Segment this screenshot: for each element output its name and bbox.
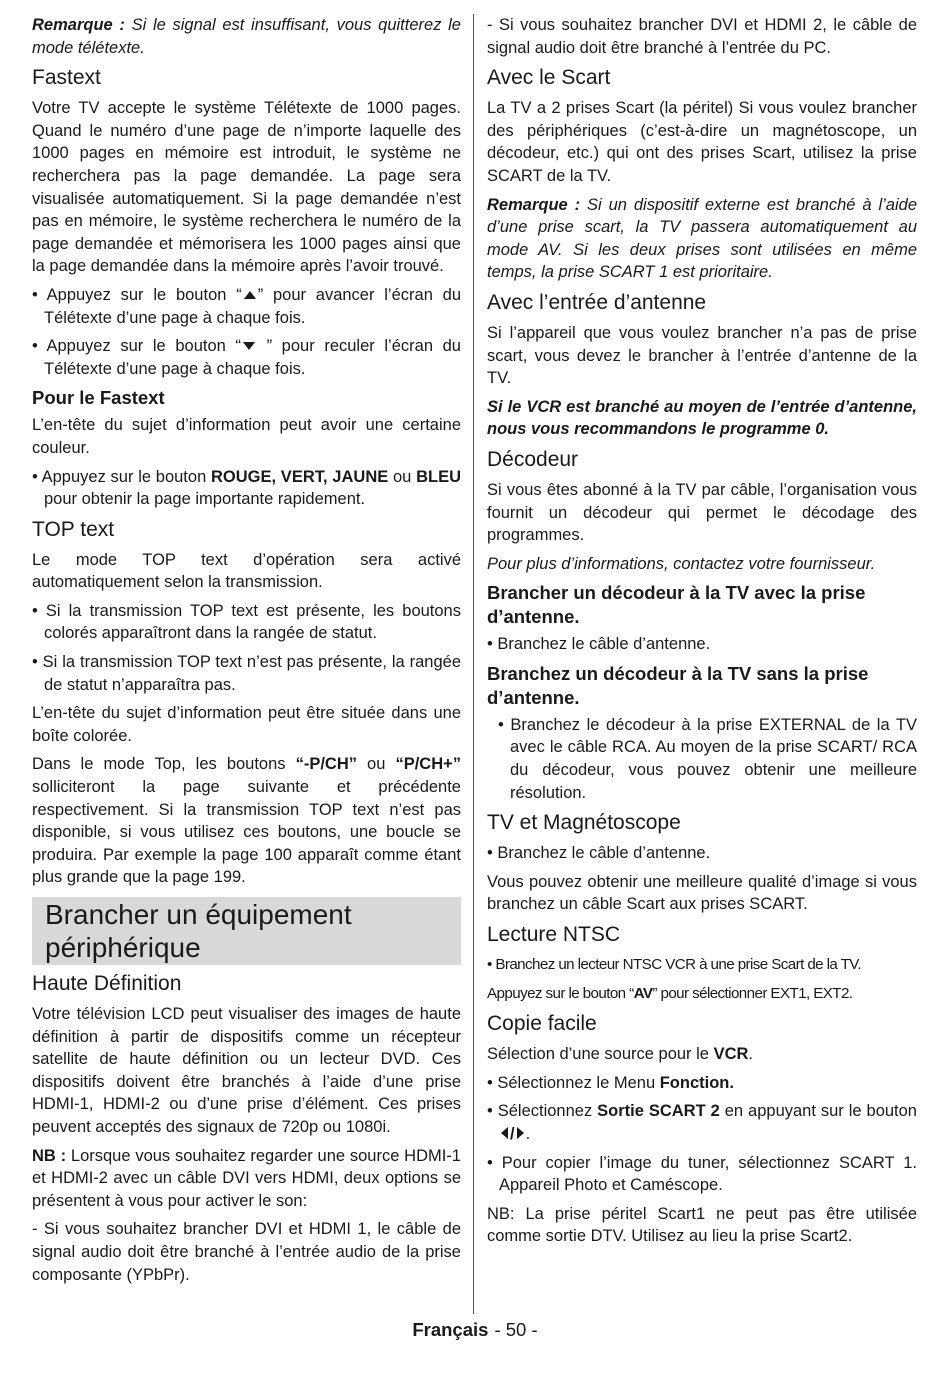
fastext-paragraph: Votre TV accepte le système Télétexte de 1000 pages. Quand le numéro d’une page de n’importe laquelle des 1000 pages en mémoire est introduit, le système ne recherchera pas la page demandée. La page sera visualisée automatiquement. Si la page demandée n’est pas en mémoire, le système recherchera le numéro de la page demandée et mémorisera les 1000 pages ainsi que la page demandée dans la mémoire après l’avoir trouvé. [32,99,461,276]
heading-ntsc: Lecture NTSC [487,923,621,947]
remark-paragraph [32,14,461,59]
heading-antenne: Avec l’entrée d’antenne [487,290,707,314]
bullet-text: ” pour avancer l’écran du Télétexte d’une page à chaque fois. [44,285,461,327]
copy-paragraph-2: NB: La prise péritel Scart1 ne peut pas être utilisée comme sortie DTV. Utilisez au lieu la prise Scart2. [487,1204,917,1246]
heading-decodeur-sans: Branchez un décodeur à la TV sans la prise d’antenne. [487,662,869,708]
slash-text: / [510,1125,515,1143]
paragraph-text: Sélection d’une source pour le [487,1045,714,1064]
heading-fastext: Fastext [32,66,101,90]
antenne-paragraph: Si l’appareil que vous voulez brancher n’a pas de prise scart, vous devez le brancher à l’entrée d’antenne de la TV. [487,323,917,388]
copy-bullet-1 [487,1072,917,1095]
heading-top-text: TOP text [32,517,115,541]
top-bullet-1: • Si la transmission TOP text est présente, les boutons colorés apparaîtront dans la rangée de statut. [32,601,461,643]
paragraph-text: . [748,1045,753,1064]
bold-text: ROUGE, VERT, JAUNE [210,467,389,486]
bullet-text: . [525,1125,531,1143]
paragraph-text: solliciteront la page suivante et précédente respectivement. Si la transmission TOP text n’est pas disponible, si vous utilisez ces boutons, une boucle se produira. Par exemple la page 100 apparaît comme étant plus grande que la page 199. [32,778,461,887]
decodeur-info: Pour plus d’informations, contactez votre fournisseur. [487,554,876,573]
scart-remark [487,194,917,284]
bullet-text: en appuyant sur le bouton [719,1102,917,1121]
remark-label: Remarque : [32,16,125,34]
remark-label: Remarque : [487,195,581,214]
bullet-text: • Appuyez sur le bouton “ [32,285,242,304]
decodeur-bullet-1: • Branchez le câble d’antenne. [487,635,711,654]
bullet-text: pour obtenir la page importante rapidement. [44,490,366,509]
bullet-text: • Appuyez sur le bouton “ [32,337,241,356]
decodeur-bullet-2: • Branchez le décodeur à la prise EXTERNAL de la TV avec le câble RCA. Au moyen de la prise SCART/ RCA du décodeur, vous pouvez obtenir une meilleure résolution. [498,715,917,802]
tv-paragraph: Vous pouvez obtenir une meilleure qualité d’image si vous branchez un câble Scart aux prises SCART. [487,872,917,914]
right-column [487,14,917,1254]
bold-text: Fonction. [659,1073,734,1092]
remark-text: Si un dispositif externe est branché à l’aide d’une prise scart, la TV passera automatiquement au mode AV. Si les deux prises sont utilisées en même temps, la prise SCART 1 est prioritaire. [487,195,917,282]
page-footer [0,1319,950,1341]
copy-bullet-3: • Pour copier l’image du tuner, sélectionnez SCART 1. Appareil Photo et Caméscope. [487,1153,917,1195]
hd-dash-2: - Si vous souhaitez brancher DVI et HDMI 2, le câble de signal audio doit être branché à l’entrée du PC. [487,16,917,57]
bold-text: VCR [713,1045,749,1064]
triangle-right-icon [517,1127,524,1139]
heading-haute-definition: Haute Définition [32,972,182,995]
antenne-note [487,396,917,441]
scart-paragraph: La TV a 2 prises Scart (la péritel) Si vous voulez brancher des périphériques (c’est-à-dire un magnétoscope, un décodeur, etc.) qui ont des prises Scart, utilisez la prise SCART de la TV. [487,99,917,185]
bold-text: “-P/CH” [295,755,357,774]
top-paragraph-1: Le mode TOP text d’opération sera activé automatiquement selon la transmission. [32,550,461,592]
nb-label: NB : [32,1146,67,1165]
copy-paragraph-1 [487,1043,917,1066]
paragraph-text: ou [357,755,396,774]
paragraph-text: Appuyez sur le bouton “ [487,984,634,1002]
pour-paragraph: L’en-tête du sujet d’information peut avoir une certaine couleur. [32,416,461,457]
fastext-bullet-up [32,284,461,329]
top-paragraph-3 [32,753,461,889]
bold-italic-note: Si le VCR est branché au moyen de l’entrée d’antenne, nous vous recommandons le programme 0. [487,397,917,439]
column-divider [473,14,474,1314]
bullet-text: ou [388,467,417,486]
paragraph-text: Lorsque vous souhaitez regarder une source HDMI-1 et HDMI-2 avec un câble DVI vers HDMI, deux options se présentent à vous pour activer le son: [32,1146,461,1210]
heading-copie-facile: Copie facile [487,1012,597,1036]
bold-text: Sortie SCART 2 [597,1102,720,1121]
heading-decodeur: Décodeur [487,447,579,471]
page-number: - 50 - [494,1319,538,1340]
paragraph-text: Dans le mode Top, les boutons [32,755,296,774]
heading-decodeur-avec: Brancher un décodeur à la TV avec la prise d’antenne. [487,582,866,628]
ntsc-paragraph [487,983,917,1006]
remark-text: Si le signal est insuffisant, vous quitterez le mode télétexte. [32,16,461,57]
heading-scart: Avec le Scart [487,66,611,90]
section-heading-peripheral: Brancher un équipement périphérique [32,897,461,965]
heading-tv-magnetoscope: TV et Magnétoscope [487,811,681,835]
pour-bullet [32,466,461,511]
heading-pour-fastext: Pour le Fastext [32,387,165,409]
bullet-text: • Sélectionnez [487,1102,598,1121]
paragraph-text: ” pour sélectionner EXT1, EXT2. [652,984,853,1002]
triangle-up-icon [244,291,256,299]
triangle-down-icon [243,342,255,350]
bold-text: AV [633,984,653,1002]
hd-dash-1: - Si vous souhaitez brancher DVI et HDMI 1, le câble de signal audio doit être branché à l’entrée audio de la prise composante (YPbPr). [32,1220,461,1284]
copy-bullet-2 [487,1100,917,1145]
bullet-text: • Appuyez sur le bouton [32,467,211,486]
bullet-text: • Sélectionnez le Menu [487,1073,660,1092]
footer-language: Français [412,1319,489,1340]
ntsc-bullet: • Branchez un lecteur NTSC VCR à une prise Scart de la TV. [487,956,862,974]
left-column [32,14,461,1292]
hd-nb-paragraph [32,1145,461,1213]
decodeur-paragraph: Si vous êtes abonné à la TV par câble, l’organisation vous fournit un décodeur qui permet le décodage des programmes. [487,480,917,545]
top-paragraph-2: L’en-tête du sujet d’information peut être située dans une boîte colorée. [32,704,461,745]
tv-bullet: • Branchez le câble d’antenne. [487,844,711,863]
bold-text: BLEU [416,467,461,486]
top-bullet-2: • Si la transmission TOP text n’est pas présente, la rangée de statut n’apparaîtra pas. [32,653,461,694]
fastext-bullet-down [32,335,461,380]
triangle-left-icon [501,1127,508,1139]
bullet-text: ” pour reculer l’écran du Télétexte d’une page à chaque fois. [44,337,461,378]
hd-paragraph: Votre télévision LCD peut visualiser des images de haute définition à partir de dispositifs comme un récepteur satellite de haute définition ou un lecteur DVD. Ces dispositifs doivent être branchés à l’aide d’une prise HDMI-1, HDMI-2 ou d’une prise d’élément. Ces prises peuvent acceptés des signaux de 720p ou 1080i. [32,1005,461,1136]
bold-text: “P/CH+” [395,755,461,774]
